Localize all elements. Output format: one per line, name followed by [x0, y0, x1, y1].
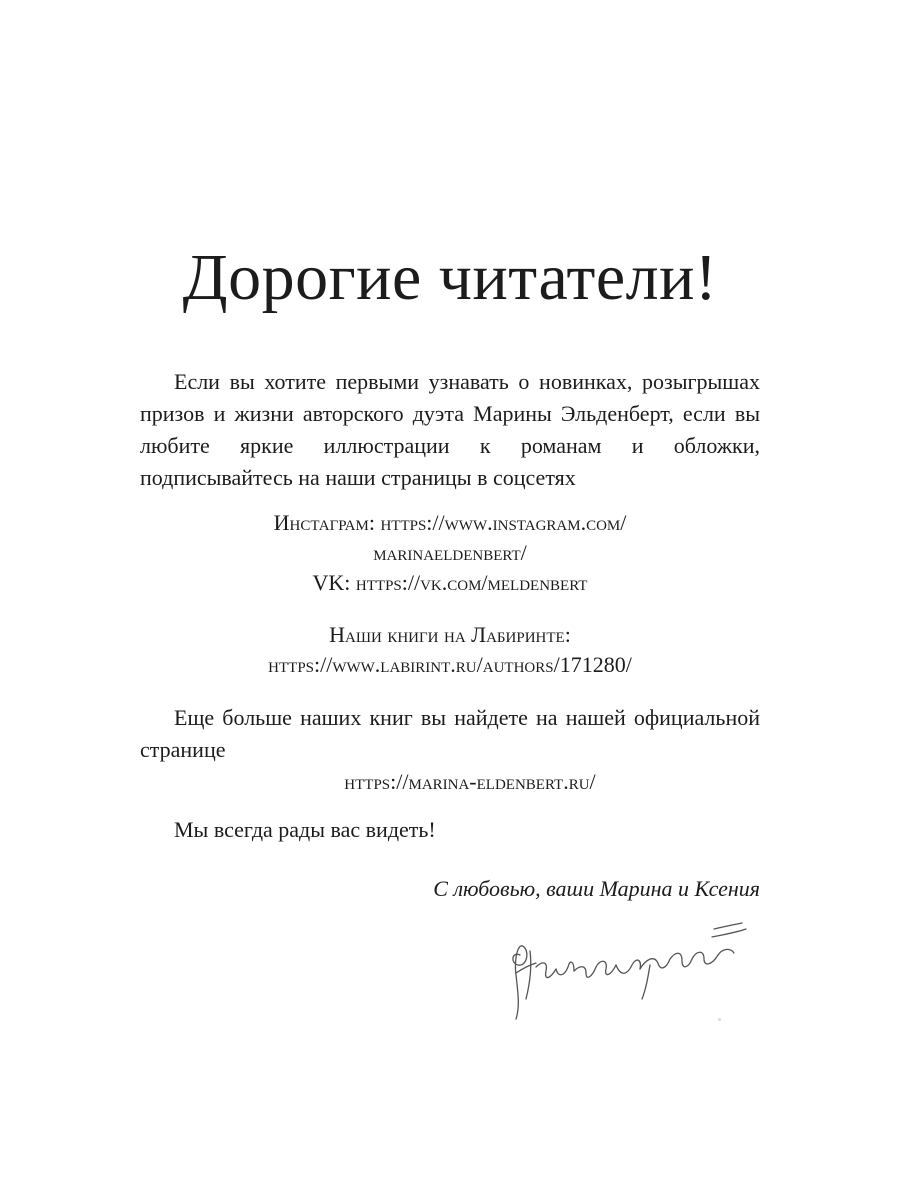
official-site-block: [140, 702, 760, 798]
greeting-paragraph: [140, 814, 760, 846]
handwritten-signature: [500, 915, 760, 1030]
vk-link[interactable]: https://vk.com/meldenbert: [355, 570, 588, 595]
instagram-link-part-2[interactable]: marinaeldenbert/: [373, 540, 527, 565]
labirint-block: [140, 620, 760, 680]
labirint-link[interactable]: https://www.labirint.ru/authors/171280/: [268, 652, 632, 677]
instagram-label: Инстаграм:: [273, 510, 375, 535]
page-title: Дорогие читатели!: [182, 241, 718, 314]
decorative-dot: [718, 1018, 721, 1021]
official-site-text: Еще больше наших книг вы найдете на нашей официальной странице: [140, 705, 760, 762]
intro-paragraph: [140, 366, 760, 494]
closing-line: С любовью, ваши Марина и Ксения: [433, 876, 760, 901]
intro-text: Если вы хотите первыми узнавать о новинках, розыгрышах призов и жизни авторского дуэта Марины Эльденберт, если вы любите яркие иллюстрации к романам и обложки, подписывайтесь на наши страницы в соцсетях: [140, 369, 760, 490]
labirint-label: Наши книги на Лабиринте:: [329, 622, 571, 647]
vk-label: VK:: [312, 570, 351, 595]
greeting-text: Мы всегда рады вас видеть!: [174, 817, 436, 842]
instagram-link-part-1[interactable]: https://www.instagram.com/: [380, 510, 627, 535]
social-links-block: [140, 508, 760, 598]
official-site-link[interactable]: https://marina-eldenbert.ru/: [344, 769, 596, 794]
